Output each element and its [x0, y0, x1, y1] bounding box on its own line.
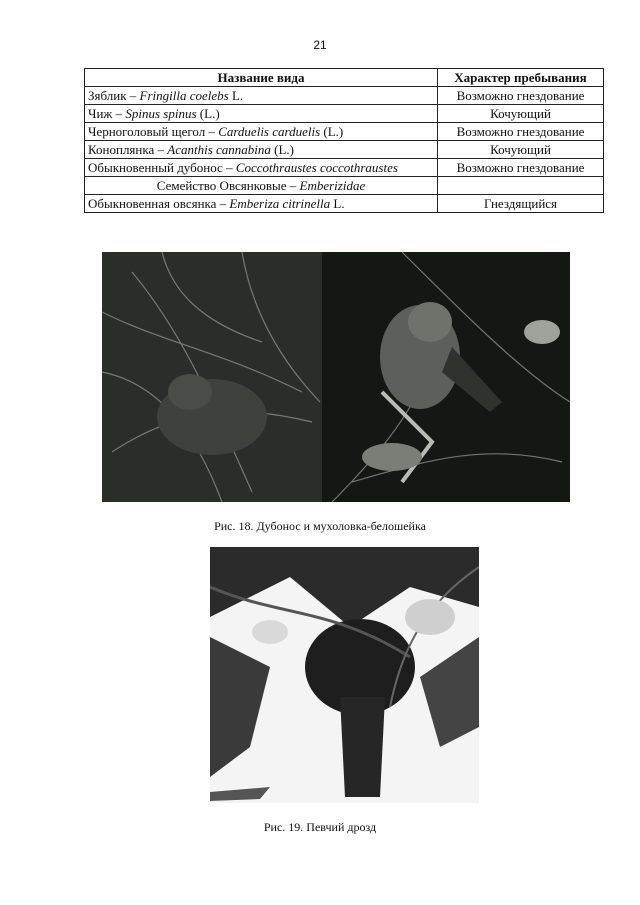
song-thrush-image — [210, 547, 479, 803]
residence-status-cell: Возможно гнездование — [438, 159, 604, 177]
species-name-cell: Обыкновенный дубонос – Coccothraustes coccothraustes — [85, 159, 438, 177]
residence-status-cell: Возможно гнездование — [438, 87, 604, 105]
table-row — [85, 159, 604, 177]
page-number: 21 — [313, 38, 327, 52]
species-name-cell: Коноплянка – Acanthis cannabina (L.) — [85, 141, 438, 159]
header-residence-type: Характер пребывания — [438, 69, 604, 87]
header-species-name: Название вида — [85, 69, 438, 87]
species-table — [84, 68, 604, 213]
table-row — [85, 87, 604, 105]
table-row — [85, 105, 604, 123]
residence-status-cell: Гнездящийся — [438, 195, 604, 213]
residence-status-cell: Кочующий — [438, 141, 604, 159]
residence-status-cell: Кочующий — [438, 105, 604, 123]
empty-status-cell — [438, 177, 604, 195]
species-name-cell: Черноголовый щегол – Carduelis carduelis (L.) — [85, 123, 438, 141]
species-name-cell: Обыкновенная овсянка – Emberiza citrinella L. — [85, 195, 438, 213]
species-name-cell: Чиж – Spinus spinus (L.) — [85, 105, 438, 123]
figure-18-photo — [102, 252, 570, 502]
table-row — [85, 195, 604, 213]
family-name-cell: Семейство Овсянковые – Emberizidae — [85, 177, 438, 195]
figure-19-photo — [210, 547, 479, 803]
table-header-row — [85, 69, 604, 87]
figure-18-caption: Рис. 18. Дубонос и мухоловка-белошейка — [214, 519, 426, 533]
table-row — [85, 123, 604, 141]
figure-19-caption: Рис. 19. Певчий дрозд — [263, 820, 377, 834]
table-row — [85, 141, 604, 159]
family-row — [85, 177, 604, 195]
species-name-cell: Зяблик – Fringilla coelebs L. — [85, 87, 438, 105]
hawfinch-and-flycatcher-image — [102, 252, 570, 502]
residence-status-cell: Возможно гнездование — [438, 123, 604, 141]
